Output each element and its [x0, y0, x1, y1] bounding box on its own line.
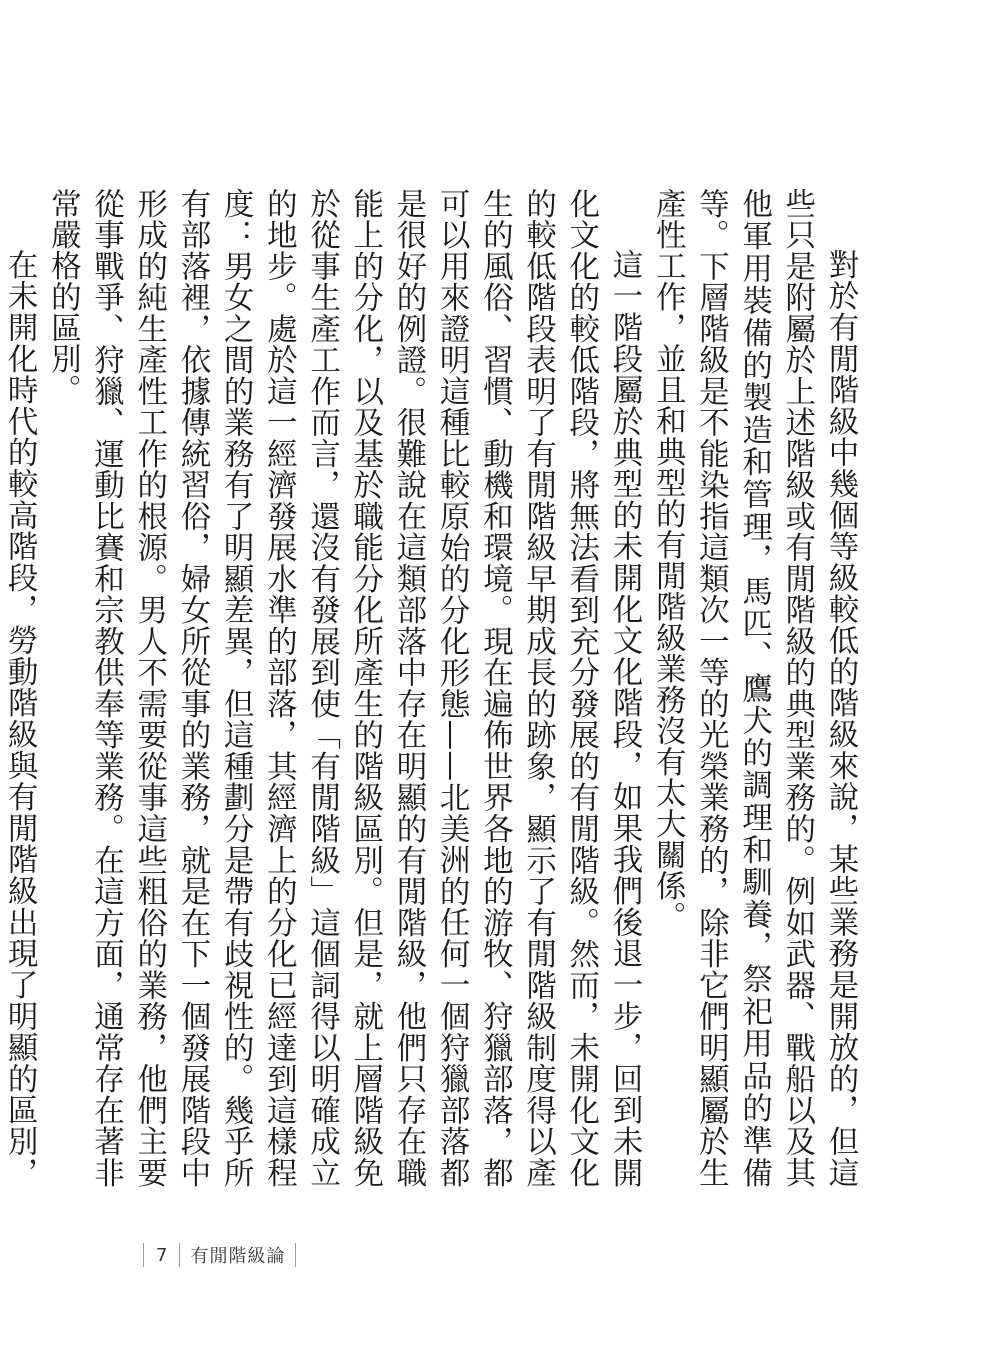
body-text: [2, 188, 862, 1188]
running-title: 有閒階級論: [190, 1246, 286, 1267]
paragraph-2: 這一階段屬於典型的未開化文化階段，如果我們後退一步，回到未開化文化的較低階段，將無法看到充分發展的有閒階級。然而，未開化文化的較低階段表明了有閒階級早期成長的跡象，顯示了有閒階級制度得以產生的風俗、習慣、動機和環境。現在遍佈世界各地的游牧、狩獵部落，都可以用來證明這種比較原始的分化形態——北美洲的任何一個狩獵部落都是很好的例證。很難說在這類部落中存在明顯的有閒階級，他們只存在職能上的分化，以及基於職能分化所產生的階級區別。但是，就上層階級免於從事生產工作而言，還沒有發展到使「有閒階級」這個詞得以明確成立的地步。處於這一經濟發展水準的部落，其經濟上的分化已經達到這樣程度：男女之間的業務有了明顯差異，但這種劃分是帶有歧視性的。幾乎所有部落裡，依據傳統習俗，婦女所從事的業務，就是在下一個發展階段中形成的純生產性工作的根源。男人不需要從事這些粗俗的業務，他們主要從事戰爭、狩獵、運動比賽和宗教供奉等業務。在這方面，通常存在著非常嚴格的區別。: [45, 188, 642, 1188]
paragraph-3: 在未開化時代的較高階段，勞動階級與有閒階級出現了明顯的區別，: [2, 249, 38, 1188]
paragraph-1: 對於有閒階級中幾個等級較低的階級來說，某些業務是開放的，但這些只是附屬於上述階級或有閒階級的典型業務的。例如武器、戰船以及其他軍用裝備的製造和管理，馬匹、鷹犬的調理和馴養，祭祀用品的準備等。下層階級是不能染指這類次一等的光榮業務的，除非它們明顯屬於生產性工作，並且和典型的有閒階級業務沒有太大關係。: [650, 188, 858, 1188]
footer-divider-right: [295, 1243, 296, 1267]
page-number: 7: [156, 1244, 168, 1266]
page-footer: [143, 1241, 296, 1269]
